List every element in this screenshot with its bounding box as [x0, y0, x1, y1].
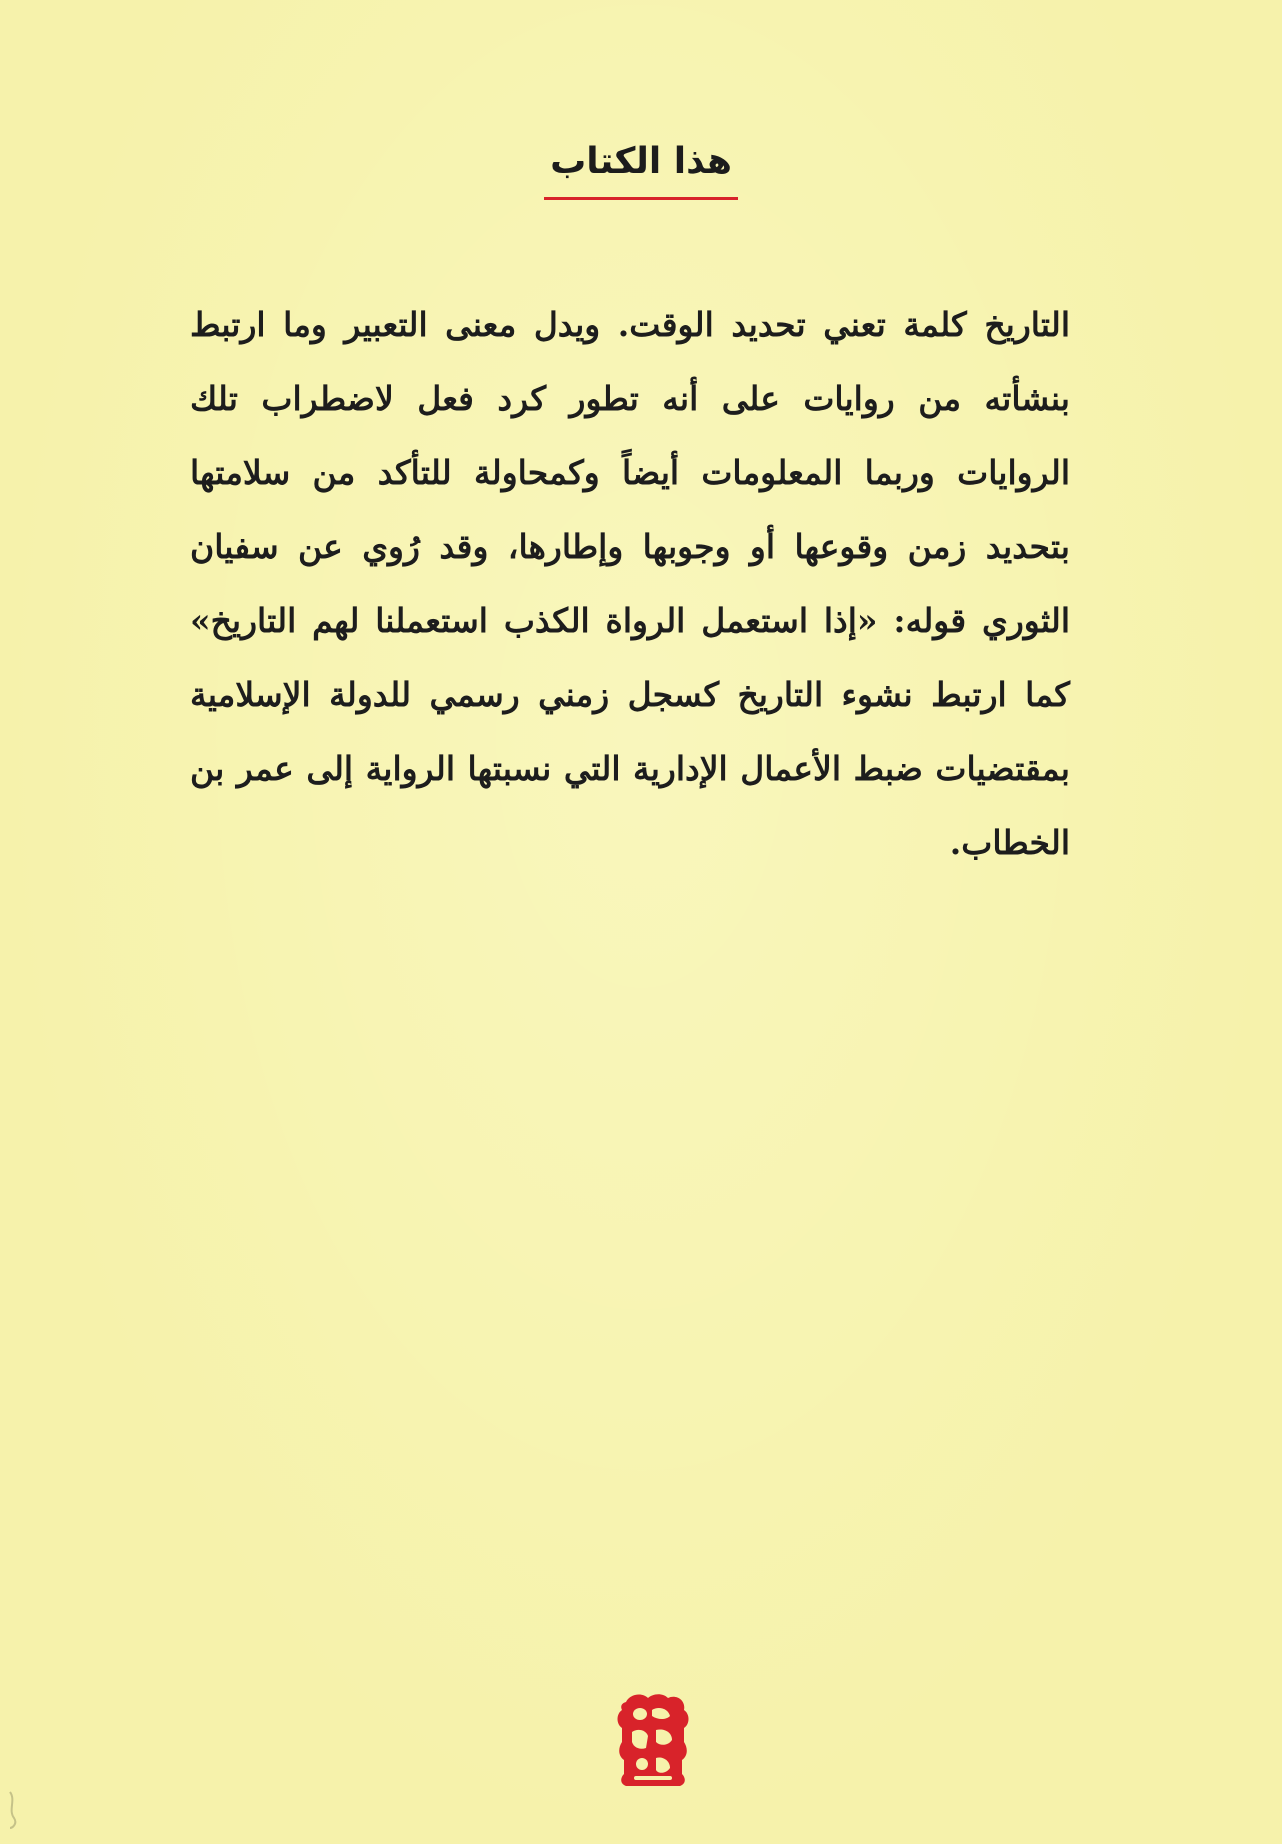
scan-margin-mark — [6, 1790, 20, 1830]
blurb-paragraph: التاريخ كلمة تعني تحديد الوقت. ويدل معنى التعبير وما ارتبط بنشأته من روايات على أنه تطور كرد فعل لاضطراب تلك الروايات وربما المعلومات أيضاً وكمحاولة للتأكد من سلامتها بتحديد زمن وقوعها أو وجوبها وإطارها، وقد رُوي عن سفيان الثوري قوله: «إذا استعمل الرواة الكذب استعملنا لهم التاريخ» كما ارتبط نشوء التاريخ كسجل زمني رسمي للدولة الإسلامية بمقتضيات ضبط الأعمال الإدارية التي نسبتها الرواية إلى عمر بن الخطاب. — [190, 305, 1070, 862]
title-block — [0, 140, 1282, 200]
page-title: هذا الكتاب — [544, 140, 738, 200]
publisher-logo-icon — [612, 1690, 694, 1790]
